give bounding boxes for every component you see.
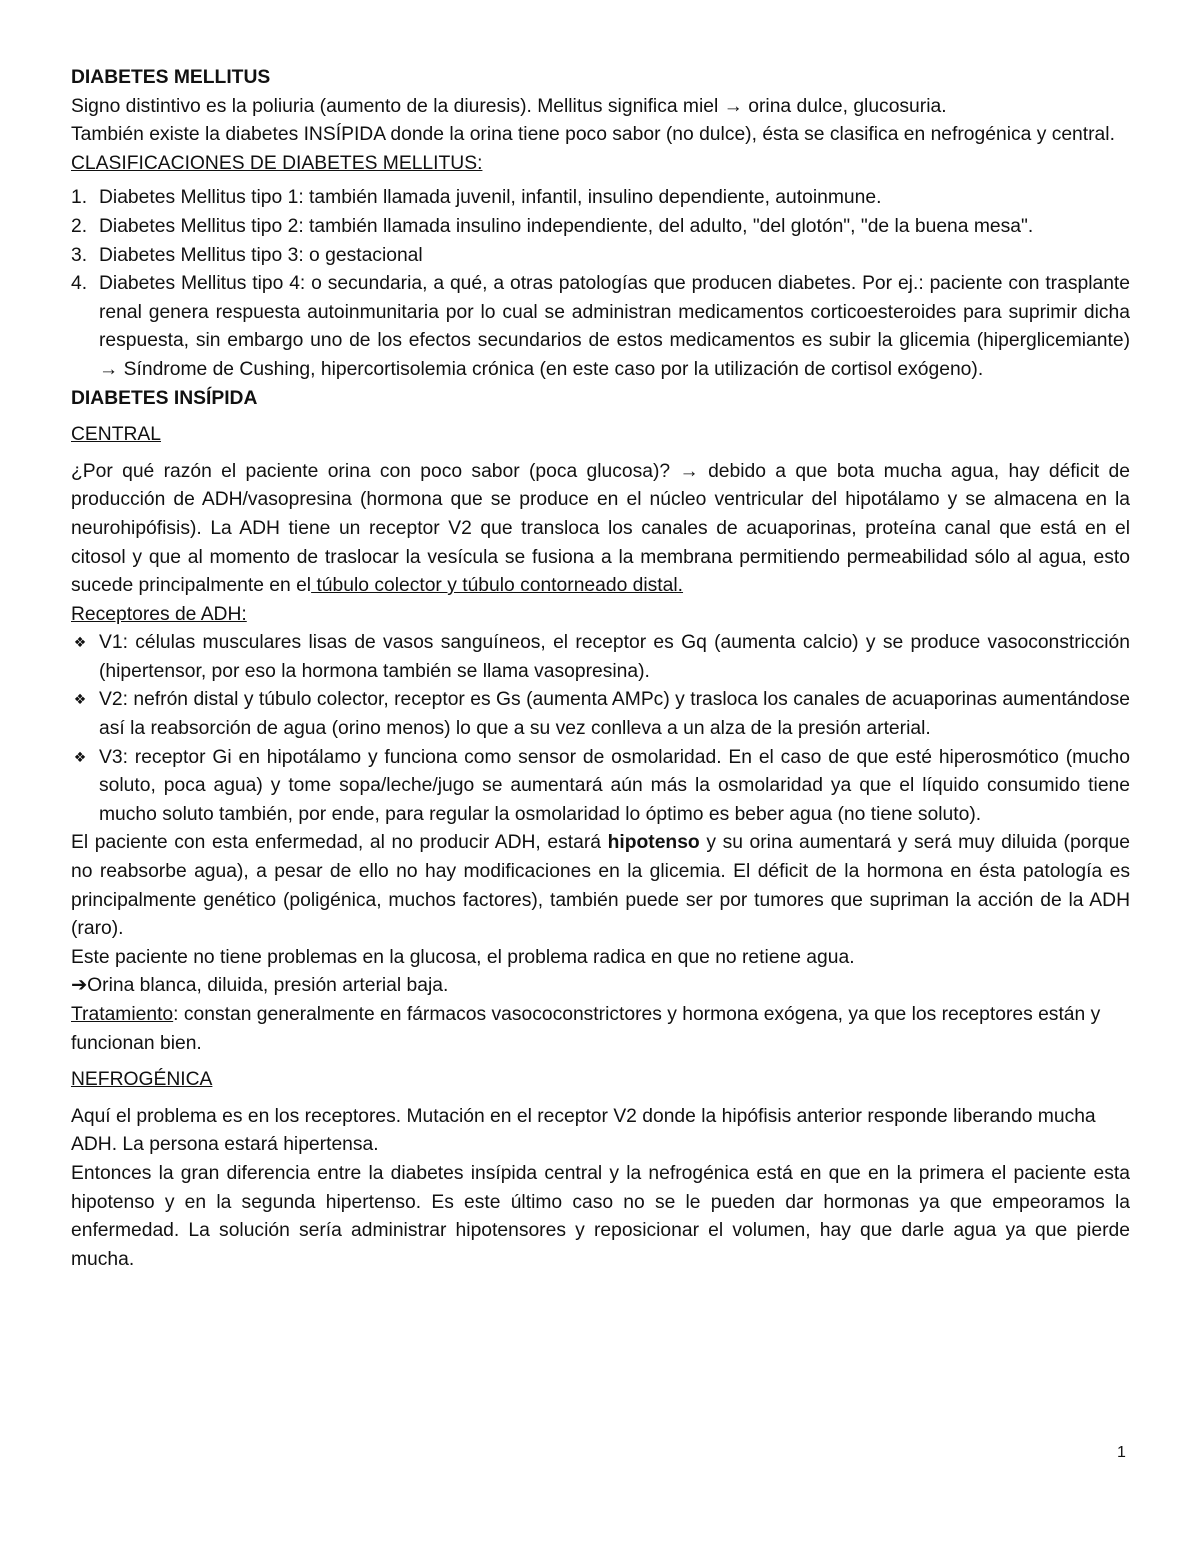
intro-paragraph-1: Signo distintivo es la poliuria (aumento de la diuresis). Mellitus significa miel → orina dulce, glucosuria. [71,95,947,117]
treatment-label: Tratamiento [71,1004,174,1025]
insipida-heading: DIABETES INSÍPIDA [71,387,258,409]
list-text: Diabetes Mellitus tipo 3: o gestacional [99,244,423,266]
central-paragraph-2-text-a: El paciente con esta enfermedad, al no producir ADH, estará [71,832,608,854]
list-item [71,213,1130,242]
receptors-list [71,629,1130,829]
central-paragraph-2-text-c: y su orina aumentará y será muy diluida (porque no reabsorbe agua), a pesar de ello no hay modificaciones en la glicemia. El déficit de la hormona en ésta patología es principalmente genético (poligénica, muchos factores), también puede ser por tumores que supriman la acción de la ADH (raro). [71,832,1130,940]
central-paragraph-1-underlined: túbulo colector y túbulo contorneado distal. [311,575,684,597]
list-item [71,270,1130,384]
intro-paragraph-2: También existe la diabetes INSÍPIDA donde la orina tiene poco sabor (no dulce), ésta se clasifica en nefrogénica y central. [71,124,1115,146]
classifications-list [71,184,1130,384]
list-text: V3: receptor Gi en hipotálamo y funciona como sensor de osmolaridad. En el caso de que esté hiperosmótico (mucho soluto, poca agua) y tome sopa/leche/jugo se aumentará aún más la osmolaridad ya que el líquido consumido tiene mucho soluto también, por ende, para regular la osmolaridad lo óptimo es beber agua (no tiene soluto). [99,746,1130,825]
list-item [71,744,1130,830]
list-text: Diabetes Mellitus tipo 2: también llamada insulino independiente, del adulto, "del glotón", "de la buena mesa". [99,215,1034,237]
list-item [71,184,1130,213]
treatment-text: : constan generalmente en fármacos vasococonstrictores y hormona exógena, ya que los receptores están y funcionan bien. [71,1004,1101,1054]
nefrogenica-heading: NEFROGÉNICA [71,1069,213,1091]
list-number: 3. [71,244,88,266]
diamond-star-bullet-icon: ❖ [73,635,87,652]
central-paragraph-2-bold: hipotenso [607,832,700,854]
central-paragraph-1 [71,458,1130,601]
list-text: Diabetes Mellitus tipo 1: también llamada juvenil, infantil, insulino dependiente, autoinmune. [99,187,882,209]
central-paragraph-3: Este paciente no tiene problemas en la glucosa, el problema radica en que no retiene agua. [71,946,855,968]
classifications-heading: CLASIFICACIONES DE DIABETES MELLITUS: [71,152,483,174]
document-page [71,64,1130,1274]
central-paragraph-2 [71,829,1130,943]
list-item [71,686,1130,743]
list-text: V1: células musculares lisas de vasos sanguíneos, el receptor es Gq (aumenta calcio) y se produce vasoconstricción (hipertensor, por eso la hormona también se llama vasopresina). [99,632,1130,682]
list-number: 2. [71,215,88,237]
central-paragraph-4: ➔Orina blanca, diluida, presión arterial baja. [71,975,449,997]
nefrogenica-paragraph-1: Aquí el problema es en los receptores. Mutación en el receptor V2 donde la hipófisis anterior responde liberando mucha ADH. La persona estará hipertensa. [71,1105,1096,1156]
diamond-star-bullet-icon: ❖ [73,749,87,766]
list-text: Diabetes Mellitus tipo 4: o secundaria, a qué, a otras patologías que producen diabetes. Por ej.: paciente con trasplante renal genera respuesta autoinmunitaria por lo cual se administran medicamentos corticoesteroides para suprimir dicha respuesta, sin embargo uno de los efectos secundarios de estos medicamentos es subir la glicemia (hiperglicemiante) → Síndrome de Cushing, hipercortisolemia crónica (en este caso por la utilización de cortisol exógeno). [99,273,1130,380]
central-paragraph-1-text: ¿Por qué razón el paciente orina con poco sabor (poca glucosa)? → debido a que bota mucha agua, hay déficit de producción de ADH/vasopresina (hormona que se produce en el núcleo ventricular del hipotálamo y se almacena en la neurohipófisis). La ADH tiene un receptor V2 que transloca los canales de acuaporinas, proteína canal que está en el citosol y que al momento de traslocar la vesícula se fusiona a la membrana permitiendo permeabilidad sólo al agua, esto sucede principalmente en el [71,460,1130,597]
receptors-heading: Receptores de ADH: [71,603,247,625]
diamond-star-bullet-icon: ❖ [73,692,87,709]
nefrogenica-paragraph-2: Entonces la gran diferencia entre la diabetes insípida central y la nefrogénica está en que en la primera el paciente esta hipotenso y en la segunda hipertenso. Es este último caso no se le pueden dar hormonas ya que empeoramos la enfermedad. La solución sería administrar hipotensores y reposicionar el volumen, hay que darle agua ya que pierde mucha. [71,1162,1130,1270]
list-item [71,242,1130,271]
page-title: DIABETES MELLITUS [71,67,271,88]
list-text: V2: nefrón distal y túbulo colector, receptor es Gs (aumenta AMPc) y trasloca los canales de acuaporinas aumentándose así la reabsorción de agua (orino menos) lo que a su vez conlleva a un alza de la presión arterial. [99,689,1130,740]
list-number: 1. [71,187,88,209]
list-number: 4. [71,273,88,295]
central-heading: CENTRAL [71,424,161,446]
list-item [71,629,1130,686]
page-number: 1 [1117,1444,1126,1461]
treatment-paragraph [71,1001,1130,1058]
